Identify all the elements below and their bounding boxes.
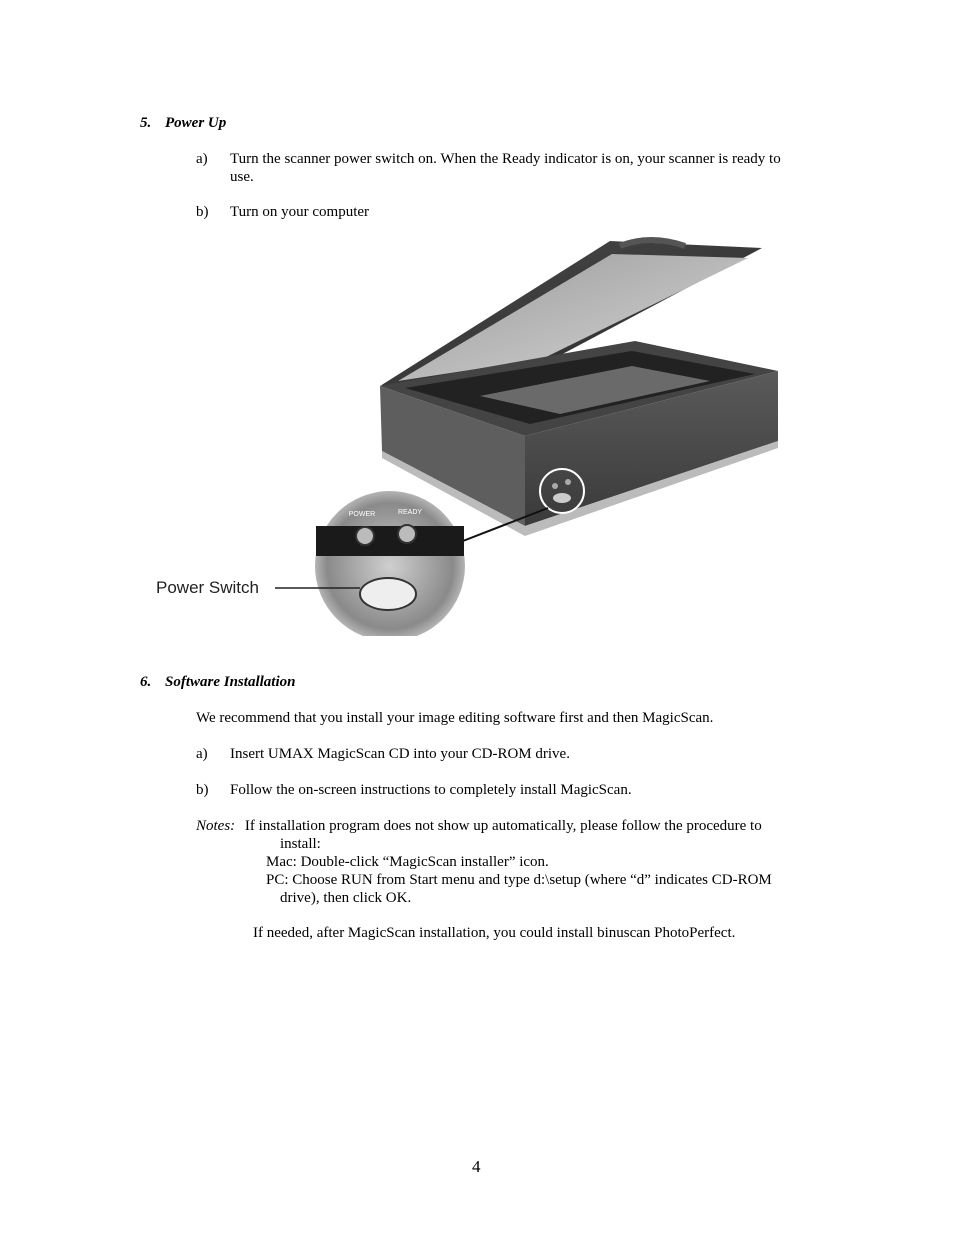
power-led-label: POWER [348, 511, 376, 518]
notes-block [196, 817, 816, 907]
section-5-title: Power Up [165, 115, 227, 131]
section-5-item-a-text [230, 150, 830, 186]
scanner-drawing [150, 236, 790, 636]
section-6-item-a-label: a) [196, 746, 208, 762]
section-5-item-a-line2: use. [230, 169, 254, 185]
notes-line1: If installation program does not show up automatically, please follow the procedure to [244, 818, 762, 834]
scanner-illustration [150, 236, 790, 636]
section-5-item-a-line1: Turn the scanner power switch on. When the Ready indicator is on, your scanner is ready to [230, 151, 781, 167]
notes-label: Notes: [196, 818, 236, 834]
notes-line3: Mac: Double-click “MagicScan installer” icon. [266, 854, 549, 870]
final-note: If needed, after MagicScan installation, you could install binuscan PhotoPerfect. [253, 925, 736, 941]
section-5-item-a-label: a) [196, 151, 208, 167]
ready-led-label: READY [397, 509, 423, 516]
section-5-item-b-text: Turn on your computer [230, 204, 370, 220]
section-5-item-b-label: b) [196, 204, 209, 220]
section-6-number: 6. [140, 674, 152, 690]
power-switch-label: Power Switch [156, 578, 259, 597]
section-6-heading [140, 673, 295, 691]
notes-line4: PC: Choose RUN from Start menu and type d:\setup (where “d” indicates CD-ROM [266, 872, 772, 888]
notes-first-line [196, 817, 816, 835]
notes-line2: install: [280, 836, 321, 852]
section-5-number: 5. [140, 115, 152, 131]
section-5-heading [140, 114, 226, 132]
section-6-item-b-label: b) [196, 782, 209, 798]
section-6-intro: We recommend that you install your image editing software first and then MagicScan. [196, 710, 714, 726]
section-6-title: Software Installation [165, 674, 296, 690]
page-number: 4 [472, 1157, 481, 1176]
notes-line5: drive), then click OK. [280, 890, 412, 906]
section-6-item-a-text: Insert UMAX MagicScan CD into your CD-ROM drive. [230, 746, 570, 762]
power-panel-zoom [315, 491, 465, 636]
section-6-item-b-text: Follow the on-screen instructions to completely install MagicScan. [230, 782, 632, 798]
